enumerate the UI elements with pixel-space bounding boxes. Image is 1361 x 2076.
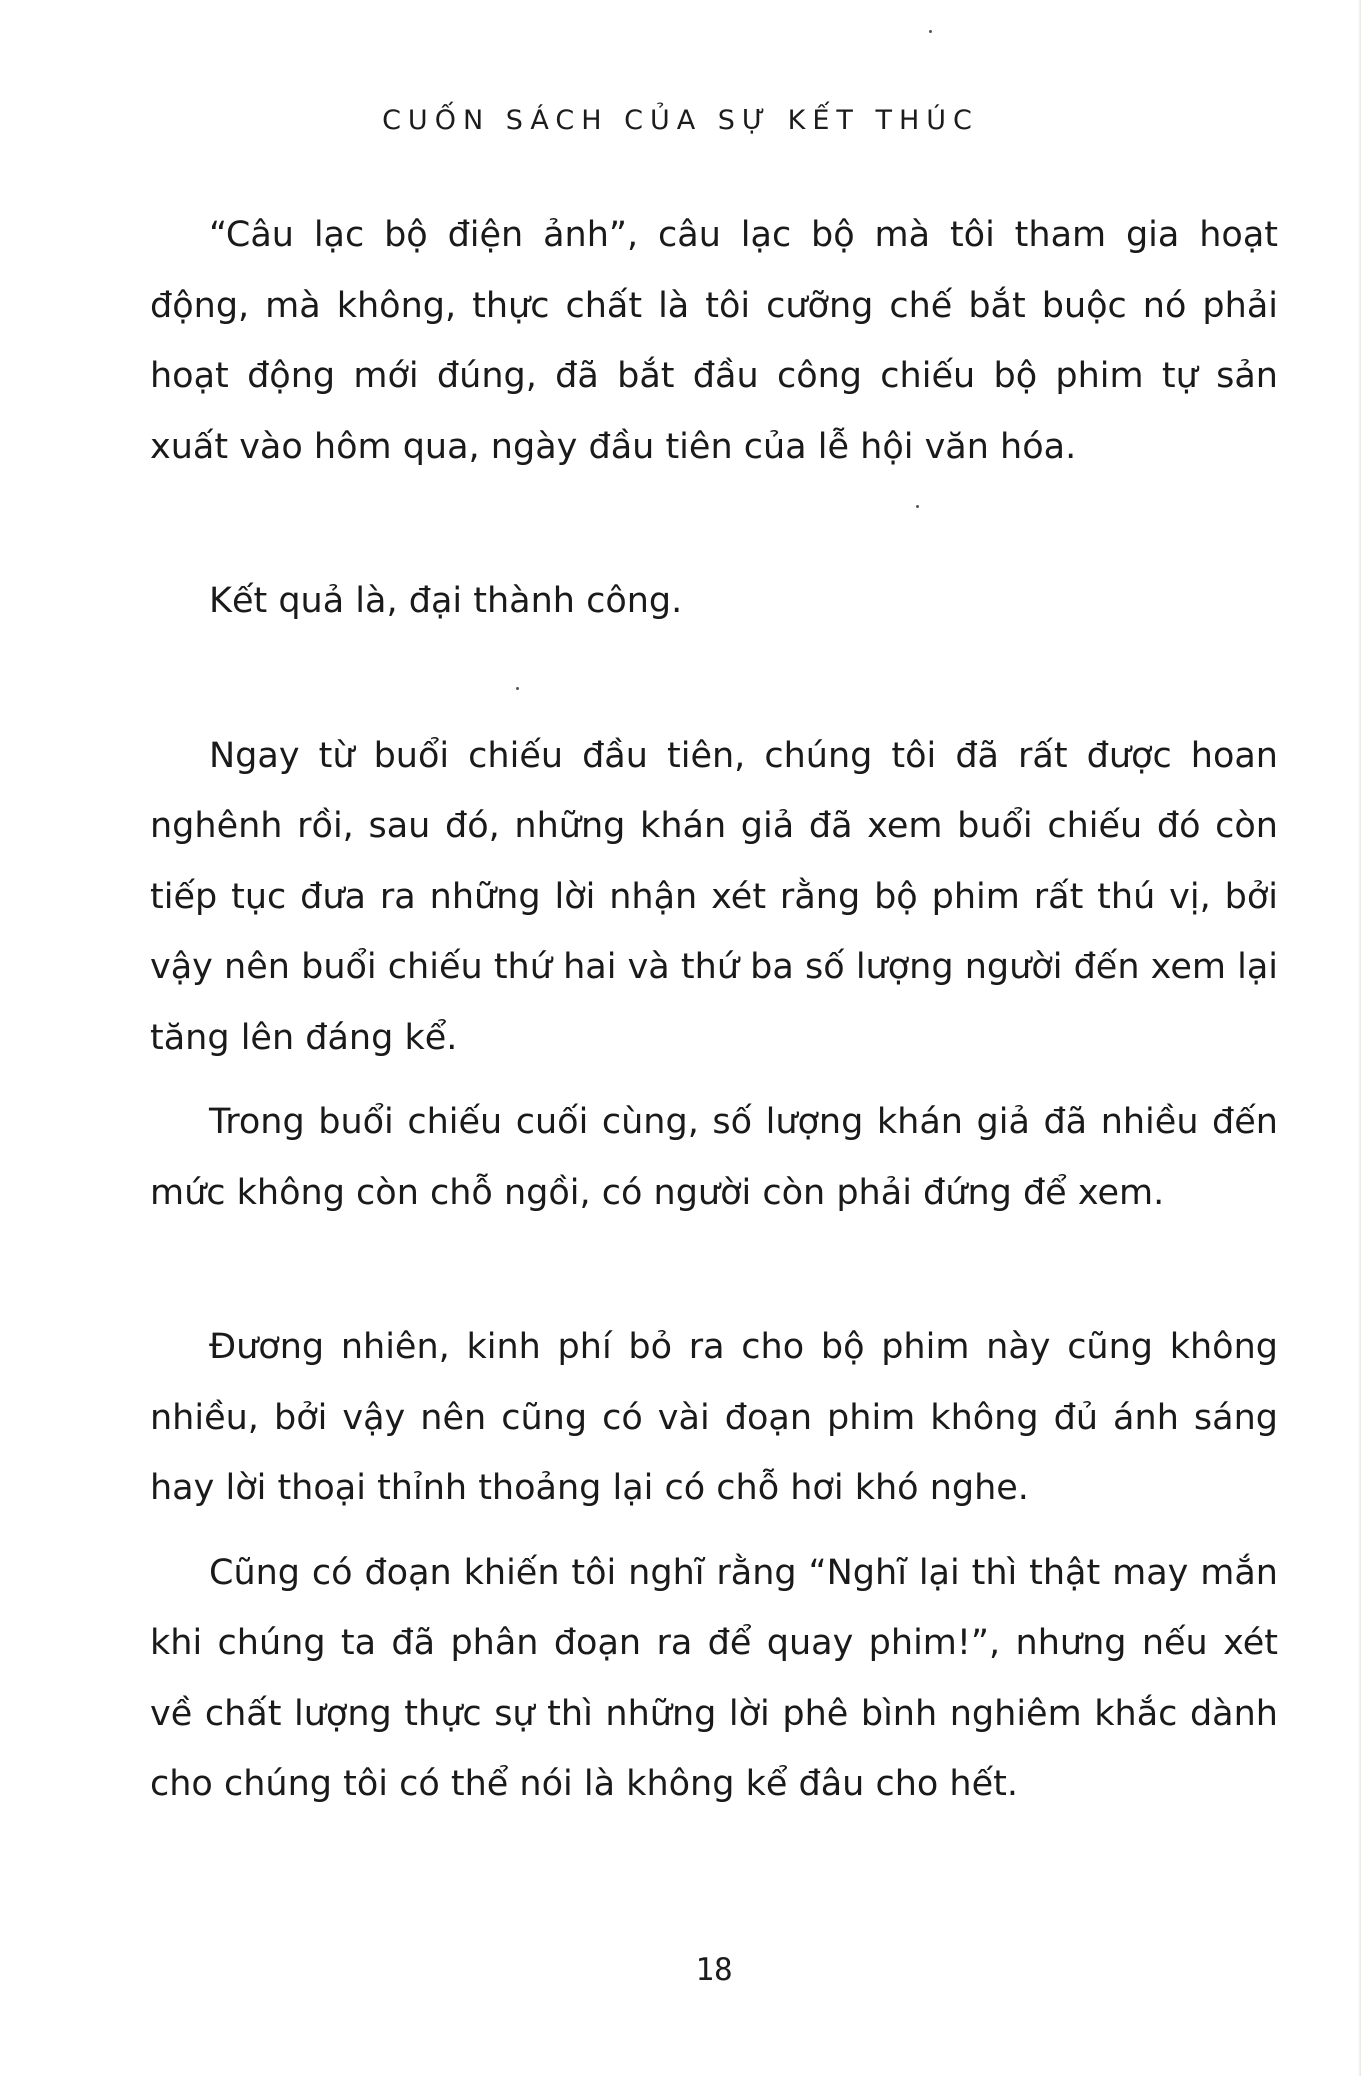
running-header-title: CUỐN SÁCH CỦA SỰ KẾT THÚC <box>382 105 979 136</box>
paragraph-result: Kết quả là, đại thành công. <box>209 581 683 621</box>
page-number: 18 <box>695 1952 733 1988</box>
paragraph-budget: Đương nhiên, kinh phí bỏ ra cho bộ phim này cũng không nhiều, bởi vậy nên cũng có vài đoạn phim không đủ ánh sáng hay lời thoại thỉnh thoảng lại có chỗ hơi khó nghe. <box>150 1327 1278 1508</box>
body-text <box>150 200 1278 1820</box>
scan-speck <box>916 505 919 508</box>
paragraph-first-screening: Ngay từ buổi chiếu đầu tiên, chúng tôi đã rất được hoan nghênh rồi, sau đó, những khán giả đã xem buổi chiếu đó còn tiếp tục đưa ra những lời nhận xét rằng bộ phim rất thú vị, bởi vậy nên buổi chiếu thứ hai và thứ ba số lượng người đến xem lại tăng lên đáng kể. <box>150 735 1278 1058</box>
paragraph-film-club: “Câu lạc bộ điện ảnh”, câu lạc bộ mà tôi tham gia hoạt động, mà không, thực chất là tôi cưỡng chế bắt buộc nó phải hoạt động mới đúng, đã bắt đầu công chiếu bộ phim tự sản xuất vào hôm qua, ngày đầu tiên của lễ hội văn hóa. <box>150 215 1278 467</box>
scan-speck <box>516 687 519 690</box>
paragraph-last-screening: Trong buổi chiếu cuối cùng, số lượng khán giả đã nhiều đến mức không còn chỗ ngồi, có người còn phải đứng để xem. <box>150 1102 1278 1213</box>
paragraph-criticism: Cũng có đoạn khiến tôi nghĩ rằng “Nghĩ lại thì thật may mắn khi chúng ta đã phân đoạn ra để quay phim!”, nhưng nếu xét về chất lượng thực sự thì những lời phê bình nghiêm khắc dành cho chúng tôi có thể nói là không kể đâu cho hết. <box>150 1552 1278 1804</box>
scan-speck <box>929 30 932 33</box>
